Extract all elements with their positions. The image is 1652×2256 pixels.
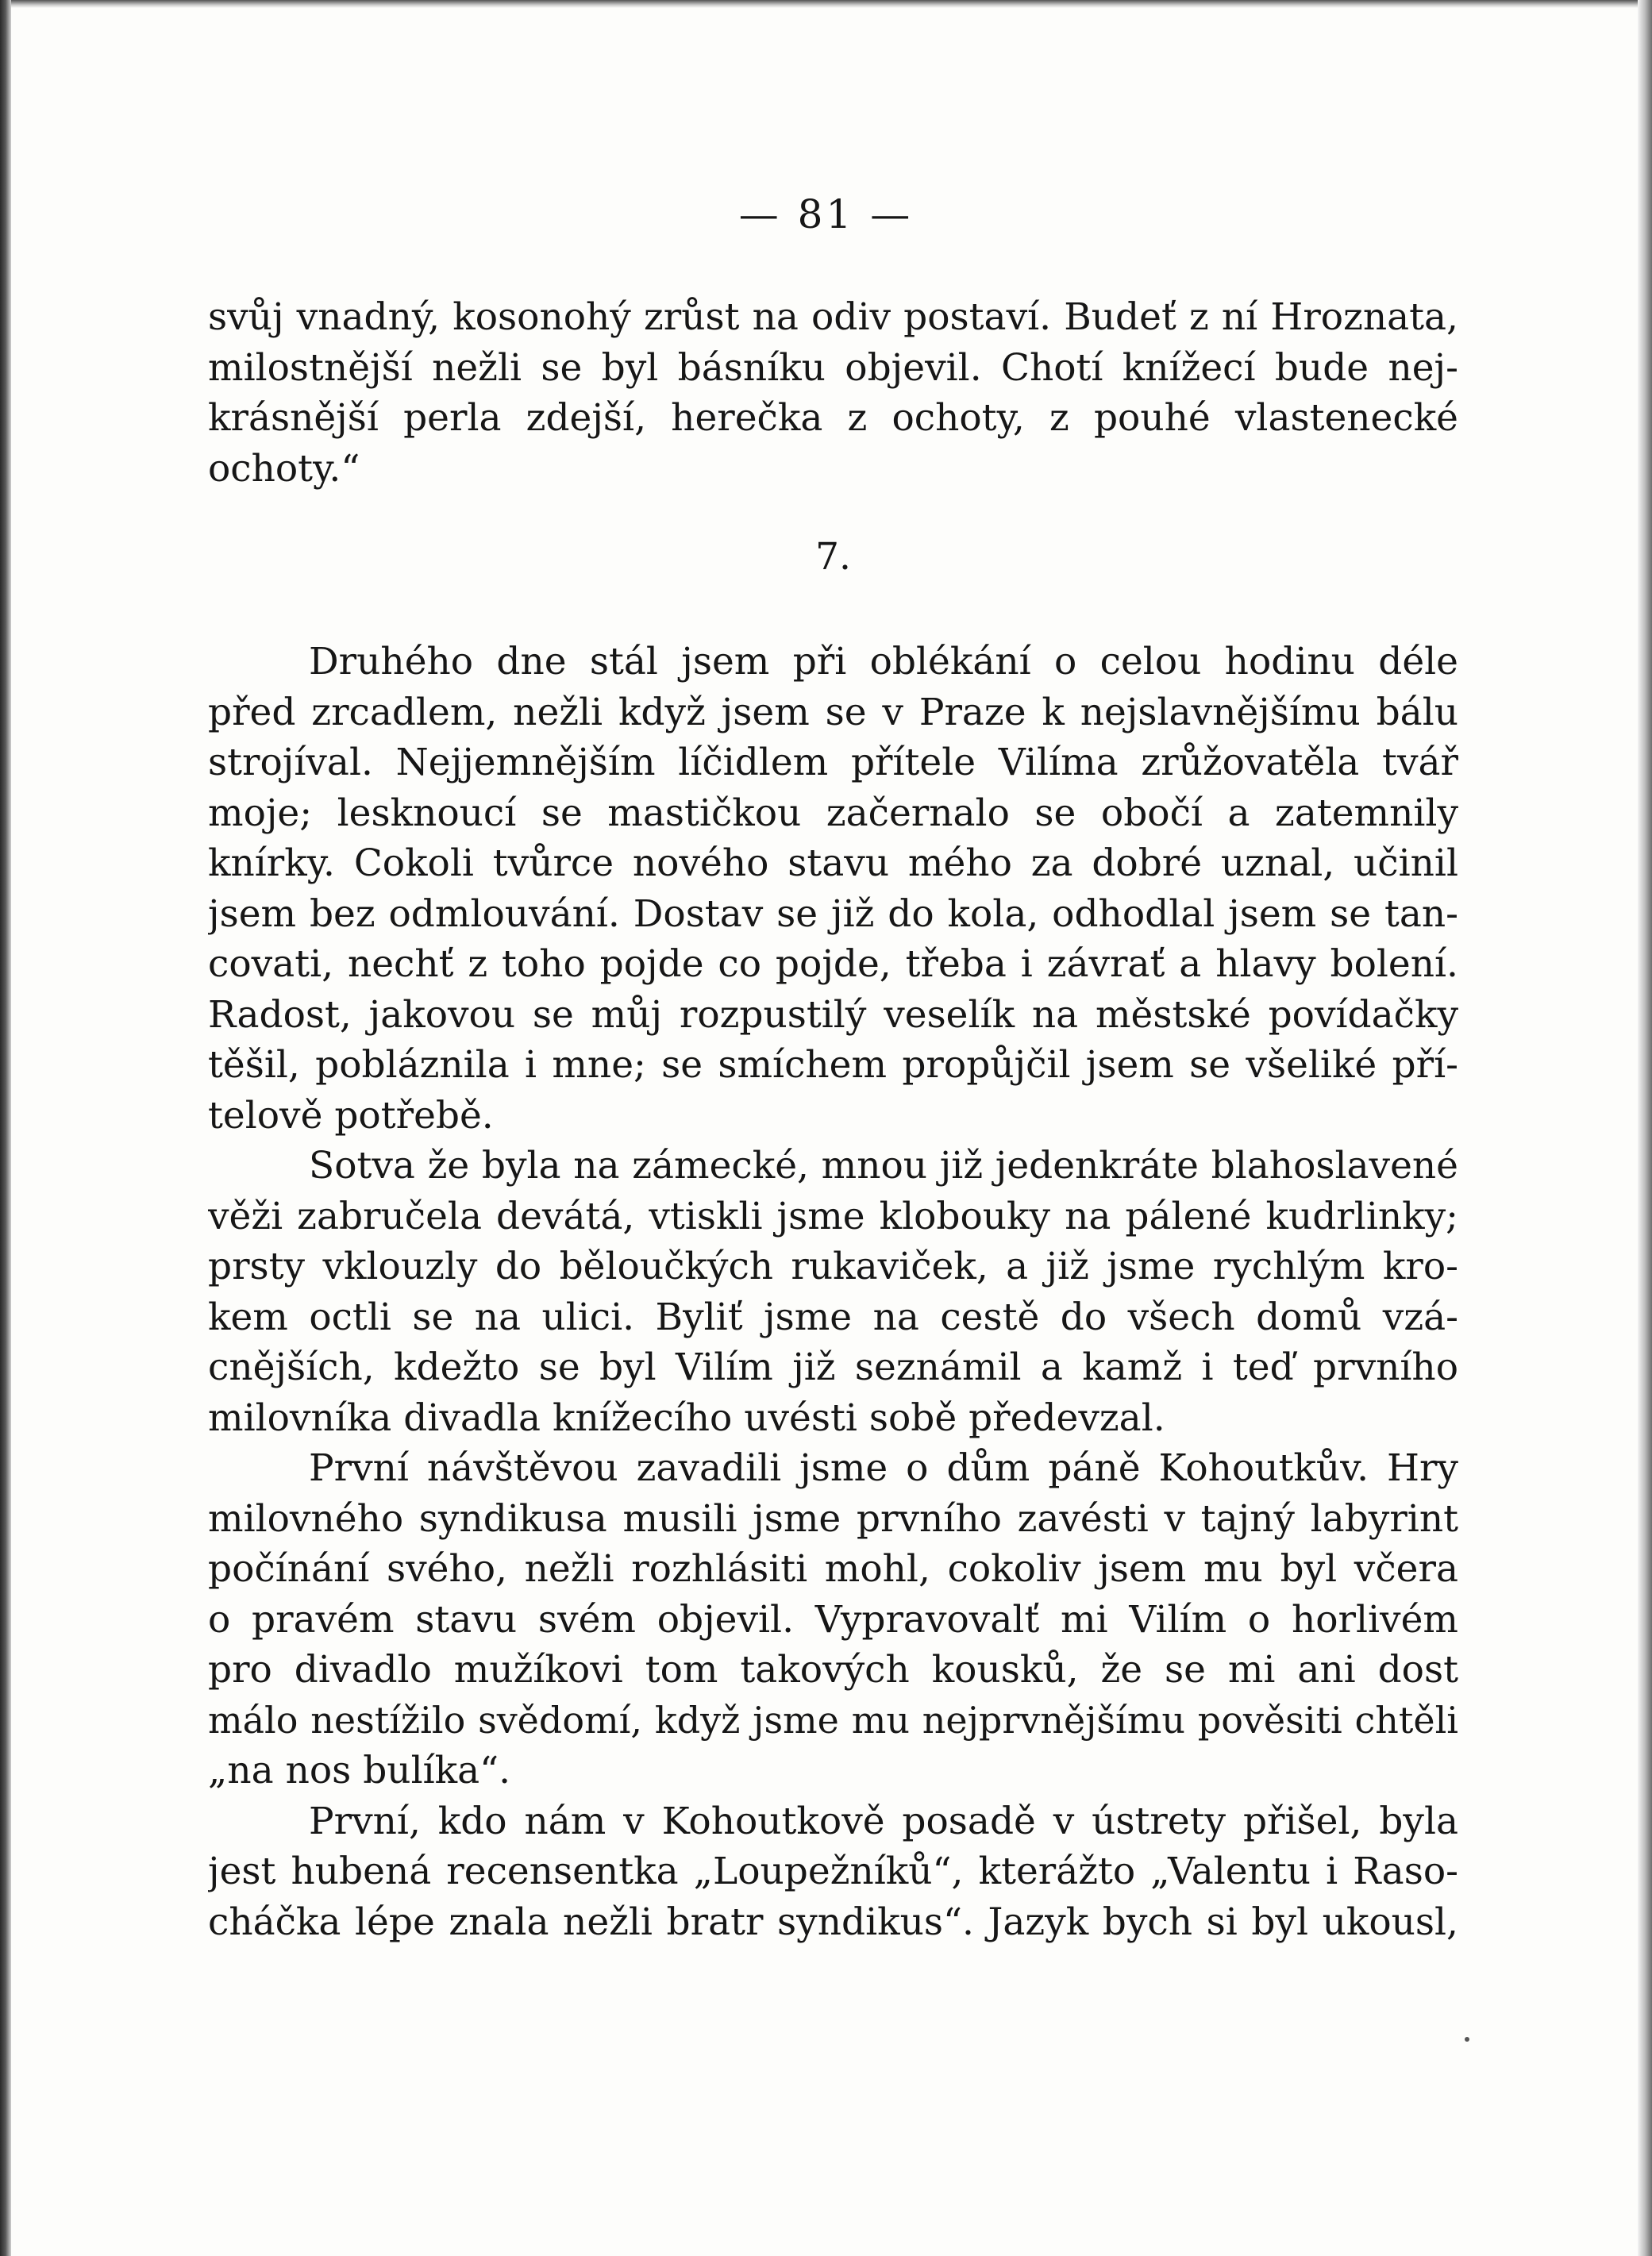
text-line: o pravém stavu svém objevil. Vypravovalť mi Vilím o horlivém [208, 1597, 1458, 1642]
text-line: kem octli se na ulici. Byliť jsme na cestě do všech domů vzá- [208, 1295, 1458, 1339]
paragraph-2 [208, 637, 1458, 1141]
text-line: málo nestížilo svědomí, když jsme mu nejprvnějšímu pověsiti chtěli [208, 1698, 1458, 1742]
text-line: jest hubená recensentka „Loupežníků“, kterážto „Valentu i Raso- [208, 1850, 1458, 1893]
scan-edge-top [0, 0, 1652, 8]
text-line: milovníka divadla knížecího uvésti sobě předevzal. [208, 1396, 1165, 1440]
paragraph-3 [208, 1141, 1458, 1443]
paragraph-5 [208, 1796, 1458, 1948]
text-line: Sotva že byla na zámecké, mnou již jedenkráte blahoslavené [309, 1144, 1458, 1188]
scan-edge-right [1638, 0, 1652, 2256]
text-line: moje; lesknoucí se mastičkou začernalo se obočí a zatemnily [208, 791, 1458, 835]
text-line: strojíval. Nejjemnějším líčidlem přítele Vilíma zrůžovatěla tvář [208, 741, 1458, 784]
scan-edge-left [0, 0, 11, 2256]
text-line: První návštěvou zavadili jsme o dům páně Kohoutkův. Hry [309, 1446, 1458, 1490]
text-line: cháčka lépe znala nežli bratr syndikus“. Jazyk bych si byl ukousl, [208, 1900, 1458, 1944]
text-line: ochoty.“ [208, 446, 360, 491]
text-line: svůj vnadný, kosonohý zrůst na odiv postaví. Budeť z ní Hroznata, [208, 295, 1458, 339]
section-number: 7. [815, 535, 851, 579]
text-line: jsem bez odmlouvání. Dostav se již do kola, odhodlal jsem se tan- [208, 891, 1458, 936]
text-line: milovného syndikusa musili jsme prvního zavésti v tajný labyrint [208, 1496, 1458, 1541]
text-line: covati, nechť z toho pojde co pojde, třeba i závrať a hlavy bolení. [208, 942, 1458, 986]
text-line: prsty vklouzly do běloučkých rukaviček, a již jsme rychlým kro- [208, 1245, 1458, 1288]
paragraph-4 [208, 1443, 1458, 1796]
scan-speck [1465, 2037, 1469, 2042]
text-line: počínání svého, nežli rozhlásiti mohl, cokoliv jsem mu byl včera [208, 1547, 1458, 1591]
body-text [208, 292, 1458, 1947]
text-line: cnějších, kdežto se byl Vilím již seznámil a kamž i teď prvního [208, 1346, 1458, 1389]
text-line: těšil, pobláznila i mne; se smíchem propůjčil jsem se všeliké pří- [208, 1043, 1458, 1087]
text-line: První, kdo nám v Kohoutkově posadě v ústrety přišel, byla [309, 1799, 1458, 1843]
text-line: před zrcadlem, nežli když jsem se v Praze k nejslavnějšímu bálu [208, 690, 1458, 734]
page-number: — 81 — [738, 191, 914, 237]
paragraph-1 [208, 292, 1458, 494]
text-line: knírky. Cokoli tvůrce nového stavu mého za dobré uznal, učinil [208, 841, 1458, 885]
text-line: milostnější nežli se byl básníku objevil. Chotí knížecí bude nej- [208, 345, 1458, 390]
text-line: telově potřebě. [208, 1093, 494, 1138]
text-line: „na nos bulíka“. [208, 1749, 511, 1792]
text-line: věži zabručela devátá, vtiskli jsme klobouky na pálené kudrlinky; [208, 1194, 1458, 1238]
text-line: Radost, jakovou se můj rozpustilý veselík na městské povídačky [208, 992, 1458, 1037]
text-line: pro divadlo mužíkovi tom takových kousků, že se mi ani dost [208, 1648, 1458, 1692]
text-line: Druhého dne stál jsem při oblékání o celou hodinu déle [309, 640, 1458, 683]
text-line: krásnější perla zdejší, herečka z ochoty, z pouhé vlastenecké [208, 396, 1458, 440]
